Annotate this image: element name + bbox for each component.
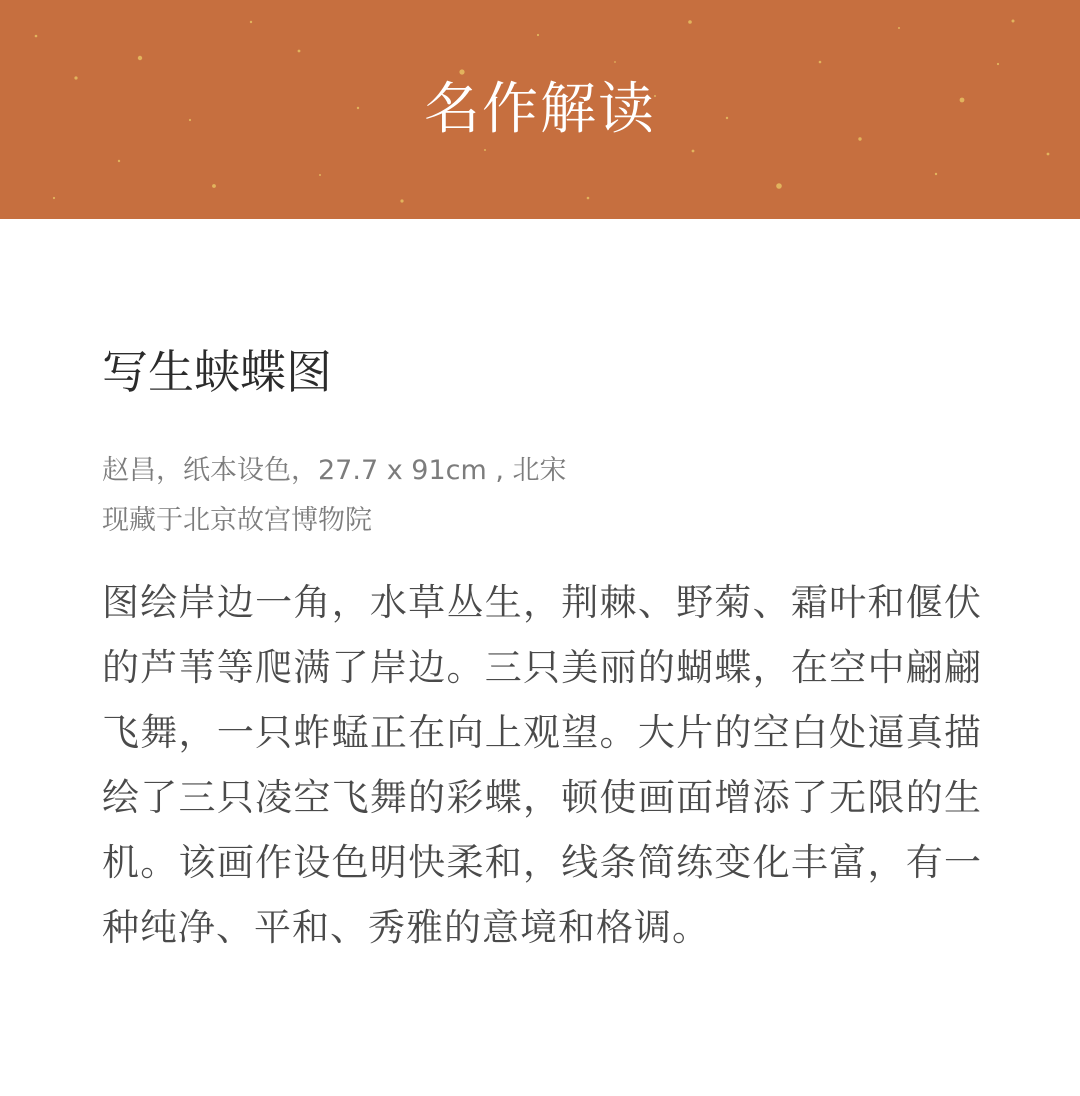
artwork-meta-line: 赵昌，纸本设色，27.7 x 91cm , 北宋 <box>102 455 567 486</box>
artwork-title: 写生蛱蝶图 <box>102 345 332 399</box>
section-title: 名作解读 <box>424 77 656 142</box>
artwork-section <box>102 340 982 960</box>
artwork-meta <box>102 446 982 546</box>
artwork-description: 图绘岸边一角，水草丛生，荆棘、野菊、霜叶和偃伏的芦苇等爬满了岸边。三只美丽的蝴蝶，在空中翩翩飞舞，一只蚱蜢正在向上观望。大片的空白处逼真描绘了三只凌空飞舞的彩蝶，顿使画面增添了无限的生机。该画作设色明快柔和，线条简练变化丰富，有一种纯净、平和、秀雅的意境和格调。 <box>102 581 982 949</box>
artwork-collection-line: 现藏于北京故宫博物院 <box>102 505 372 536</box>
header-banner <box>0 0 1080 219</box>
